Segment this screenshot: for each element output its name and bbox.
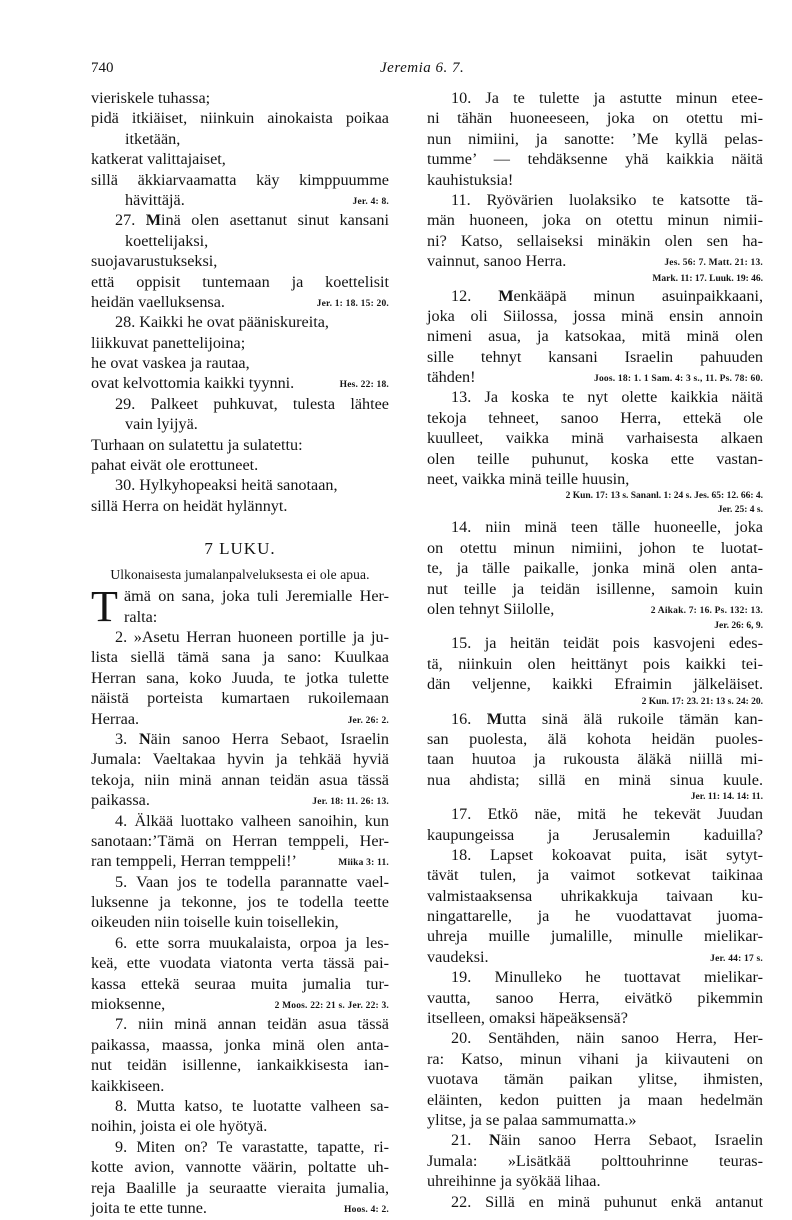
- text-line: [91, 373, 389, 393]
- text-line: uhreja muille jumalille, minulle mielikar-: [427, 927, 763, 946]
- text-line: Herran sana, koko Juuda, te jotka tulette: [91, 668, 389, 687]
- cross-reference: Jer. 4: 8.: [352, 196, 389, 207]
- text-line: 11. Ryövärien luolaksiko te katsotte tä-: [451, 190, 763, 209]
- chapter-title: 7 LUKU.: [204, 539, 276, 559]
- text-line: lista siellä tämä sana ja sano: Kuulkaa: [91, 648, 389, 667]
- text-line: nut teidän isillenne, iankaikkisesta ian-: [91, 1056, 389, 1075]
- text-line: [91, 851, 389, 871]
- text-line: tekoja, niin minä annan teidän asua tässä: [91, 770, 389, 789]
- text-line: [91, 729, 389, 749]
- text-line: näistä porteista kumartaen rukoilemaan: [91, 689, 389, 708]
- right-column: [427, 88, 763, 1212]
- line-text: äin sanoo Herra Sebaot, Israelin: [500, 1131, 764, 1150]
- text-line: 4. Älkää luottako valheen sanoihin, kun: [115, 811, 389, 830]
- cross-reference: Jer. 44: 17 s.: [710, 953, 763, 964]
- text-line: vain lyijyä.: [125, 415, 198, 434]
- line-text: hävittäjä.: [125, 190, 185, 209]
- text-line: sillä Herra on heidät hylännyt.: [91, 496, 288, 515]
- cross-reference: Jes. 56: 7. Matt. 21: 13.: [664, 258, 763, 269]
- text-line: noihin, joista ei ole hyötyä.: [91, 1117, 268, 1136]
- text-line: 7. niin minä annan teidän asua tässä: [115, 1015, 389, 1034]
- verse-number: 21.: [451, 1131, 490, 1150]
- text-line: joka oli Siilossa, jossa minä ensin annoin: [427, 306, 763, 325]
- cross-reference: 2 Kun. 17: 23. 21: 13 s. 24: 20.: [641, 696, 763, 707]
- left-column: [91, 88, 389, 1218]
- page-number: 740: [91, 60, 114, 76]
- text-line: [427, 709, 763, 729]
- text-line: [91, 709, 389, 729]
- text-line: tumme’ — tehdäksenne yhä kaikkia näitä: [427, 150, 763, 169]
- text-line: 13. Ja koska te nyt olette kaikkia näitä: [451, 388, 763, 407]
- line-text: inä olen asettanut sinut kansani: [161, 211, 390, 230]
- text-line: ra: Katso, minun vihani ja kiivauteni on: [427, 1049, 763, 1068]
- text-line: [427, 367, 763, 387]
- text-line: luksenne ja tekonne, jos te todella teette: [91, 893, 389, 912]
- text-line: [427, 947, 763, 967]
- verse-initial: N: [138, 729, 151, 748]
- drop-cap: T: [91, 582, 118, 632]
- line-text: joita te ette tunne.: [91, 1198, 207, 1217]
- text-line: ylitse, ja se palaa sammumatta.»: [427, 1110, 637, 1129]
- text-line: oikeuden niin toiselle kuin toisellekin,: [91, 913, 339, 932]
- text-line: 18. Lapset kokoavat puita, isät sytyt-: [451, 845, 763, 864]
- text-line: [427, 599, 763, 619]
- cross-reference: 2 Aikak. 7: 16. Ps. 132: 13.: [650, 605, 763, 616]
- text-line: itketään,: [125, 129, 181, 148]
- cross-reference: Joos. 18: 1. 1 Sam. 4: 3 s., 11. Ps. 78: 60.: [594, 374, 763, 385]
- cross-reference: 2 Moos. 22: 21 s. Jer. 22: 3.: [274, 1001, 389, 1012]
- text-line: [91, 190, 389, 210]
- text-line: neet, vaikka minä teille huusin,: [427, 470, 630, 489]
- line-text: mioksenne,: [91, 995, 166, 1014]
- text-line: 22. Sillä en minä puhunut enkä antanut: [451, 1192, 763, 1211]
- cross-reference: Hoos. 4: 2.: [344, 1204, 389, 1215]
- text-line: Jumala: »Lisätkää polttouhrinne teuras-: [427, 1151, 763, 1170]
- text-line: he ovat vaskea ja rautaa,: [91, 354, 250, 373]
- text-line: 15. ja heitän teidät pois kasvojeni edes-: [451, 634, 763, 653]
- line-text: vainnut, sanoo Herra.: [427, 252, 567, 271]
- line-text: tähden!: [427, 368, 476, 387]
- text-line: sille tehnyt kansani Israelin pahuuden: [427, 347, 763, 366]
- text-line: 14. niin minä teen tälle huoneelle, joka: [451, 518, 763, 537]
- text-line: keä, ette vuodata viatonta verta tässä pai-: [91, 954, 389, 973]
- text-line: [427, 1130, 763, 1150]
- text-line: 6. ette sorra muukalaista, orpoa ja les-: [115, 933, 389, 952]
- text-line: vautta, sanoo Herra, eivätkö pikemmin: [427, 988, 763, 1007]
- verse-initial: M: [486, 709, 503, 728]
- text-line: sillä äkkiarvaamatta käy kimppuumme: [91, 170, 389, 189]
- text-line: san puolesta, älä kohota heidän puoles-: [427, 729, 763, 748]
- text-line: [91, 292, 389, 312]
- line-text: ran temppeli, Herran temppeli!’: [91, 852, 297, 871]
- text-line: [427, 286, 763, 306]
- text-line: itselleen, omaksi häpeäksensä?: [427, 1009, 628, 1028]
- text-line: [91, 1198, 389, 1218]
- verse-number: 27.: [115, 211, 146, 230]
- text-line: tekoja tehneet, sanoo Herra, ettekä ole: [427, 408, 763, 427]
- text-line: nua ahdista; sillä en minä sinua kuule.: [427, 770, 763, 789]
- cross-reference: Jer. 11: 14. 14: 11.: [690, 792, 763, 803]
- text-line: 30. Hylkyhopeaksi heitä sanotaan,: [115, 476, 338, 495]
- text-line: [91, 210, 389, 230]
- verse-number: 16.: [451, 709, 487, 728]
- text-line: nimeni asua, ja katsokaa, mitä minä olen: [427, 327, 763, 346]
- cross-reference: Jer. 26: 2.: [347, 715, 389, 726]
- cross-reference: Jer. 1: 18. 15: 20.: [316, 298, 389, 309]
- text-line: katkerat valittajaiset,: [91, 150, 226, 169]
- verse-number: 3.: [115, 729, 139, 748]
- cross-reference: Mark. 11: 17. Luuk. 19: 46.: [652, 273, 763, 284]
- text-line: pahat eivät ole erottuneet.: [91, 456, 259, 475]
- text-line: kaikkiseen.: [91, 1076, 165, 1095]
- text-line: 28. Kaikki he ovat pääniskureita,: [115, 313, 329, 332]
- text-line: nun nimiini, ja sanotte: ’Me kyllä pelas-: [427, 129, 763, 148]
- text-line: ni? Katso, sellaiseksi minäkin olen sen ha-: [427, 231, 763, 250]
- text-line: kassa ettekä seuraa muita jumalia tur-: [91, 974, 389, 993]
- text-line: ämä on sana, joka tuli Jeremialle Her-: [124, 587, 389, 606]
- text-line: olen teille puhunut, koska ette vastan-: [427, 449, 763, 468]
- line-text: utta sinä älä rukoile tämän kan-: [502, 709, 763, 728]
- text-line: tä, niinkuin olen heittänyt pois kaikki tei-: [427, 654, 763, 673]
- line-text: ovat kelvottomia kaikki tyynni.: [91, 374, 295, 393]
- opening-paragraph: [91, 582, 389, 632]
- verse-number: 12.: [451, 286, 499, 305]
- text-line: ni tähän huoneeseen, joka on otettu mi-: [427, 109, 763, 128]
- verse-initial: M: [145, 211, 161, 230]
- text-line: tävät tulen, ja vaimot sotkevat taikinaa: [427, 866, 763, 885]
- text-line: paikassa, maassa, jonka minä olen anta-: [91, 1035, 389, 1054]
- text-line: 17. Etkö näe, mitä he tekevät Juudan: [451, 805, 763, 824]
- text-line: pidä itkiäiset, niinkuin ainokaista poikaa: [91, 109, 389, 128]
- text-line: kaupungeissa ja Jerusalemin kaduilla?: [427, 825, 763, 844]
- running-head: Jeremia 6. 7.: [380, 60, 465, 76]
- text-line: 5. Vaan jos te todella parannatte vael-: [115, 872, 389, 891]
- text-line: nut teille ja teidän isillenne, samoin kuin: [427, 579, 763, 598]
- text-line: vuotava tämän paikan ylitse, ihmisten,: [427, 1070, 763, 1089]
- line-text: äin sanoo Herra Sebaot, Israelin: [150, 729, 389, 748]
- text-line: uhreihinne ja syökää lihaa.: [427, 1172, 601, 1191]
- text-line: taan huutoa ja rukousta äläkä niillä mi-: [427, 750, 763, 769]
- text-line: kuulleet, vaikka minä varhaisesta alkaen: [427, 429, 763, 448]
- text-line: ningattarelle, ja he vuodattavat juoma-: [427, 907, 763, 926]
- line-text: heidän vaelluksensa.: [91, 292, 225, 311]
- text-line: vieriskele tuhassa;: [91, 89, 211, 107]
- line-text: vaudeksi.: [427, 947, 489, 966]
- text-line: män huoneen, joka on otettu minun nimii-: [427, 211, 763, 230]
- line-text: paikassa.: [91, 791, 150, 810]
- page-header: [0, 60, 792, 82]
- text-line: [91, 994, 389, 1014]
- cross-reference: Jer. 18: 11. 26: 13.: [312, 797, 389, 808]
- text-line: Jumala: Vaeltakaa hyvin ja tehkää hyviä: [91, 750, 389, 769]
- text-line: 10. Ja te tulette ja astutte minun etee-: [451, 89, 763, 107]
- text-line: 20. Sentähden, näin sanoo Herra, Her-: [451, 1029, 763, 1048]
- text-line: kauhistuksia!: [427, 170, 514, 189]
- text-line: 9. Miten on? Te varastatte, tapatte, ri-: [115, 1137, 389, 1156]
- cross-reference: Jer. 26: 6, 9.: [714, 621, 763, 632]
- line-text: Herraa.: [91, 709, 140, 728]
- text-line: ralta:: [124, 607, 158, 626]
- text-line: 8. Mutta katso, te luotatte valheen sa-: [115, 1096, 389, 1115]
- text-line: sanotaan:’Tämä on Herran temppeli, Her-: [91, 831, 389, 850]
- text-line: [91, 790, 389, 810]
- text-line: dän veljenne, kaikki Efraimin jälkeläiset.: [427, 675, 763, 694]
- text-line: 29. Palkeet puhkuvat, tulesta lähtee: [115, 394, 389, 413]
- text-line: kotte avion, vannotte väärin, poltatte uh-: [91, 1158, 389, 1177]
- text-line: [427, 251, 763, 271]
- cross-reference: Jer. 25: 4 s.: [717, 505, 763, 516]
- text-line: 2. »Asetu Herran huoneen portille ja ju-: [115, 627, 389, 646]
- text-line: suojavarustukseksi,: [91, 252, 218, 271]
- text-line: Turhaan on sulatettu ja sulatettu:: [91, 435, 303, 454]
- text-line: 19. Minulleko he tuottavat mielikar-: [451, 968, 763, 987]
- text-line: koettelijaksi,: [125, 231, 209, 250]
- text-line: valmistaaksensa uhrikakkuja taivaan ku-: [427, 886, 763, 905]
- line-text: olen tehnyt Siilolle,: [427, 599, 555, 618]
- verse-initial: M: [498, 286, 514, 305]
- cross-reference: Miika 3: 11.: [338, 858, 389, 869]
- text-line: liikkuvat panettelijoina;: [91, 333, 246, 352]
- text-line: on otettu minun nimiini, johon te luotat-: [427, 538, 763, 557]
- cross-reference: Hes. 22: 18.: [339, 380, 389, 391]
- verse-initial: N: [489, 1131, 501, 1150]
- chapter-subtitle: Ulkonaisesta jumalanpalveluksesta ei ole apua.: [110, 567, 370, 583]
- text-line: reja Baalille ja seuraatte vieraita jumalia,: [91, 1178, 389, 1197]
- cross-reference: 2 Kun. 17: 13 s. Sananl. 1: 24 s. Jes. 65: 12. 66: 4.: [565, 491, 763, 502]
- text-line: te, ja tälle paikalle, jonka minä olen anta-: [427, 559, 763, 578]
- text-line: eläinten, kedon puitten ja maan hedelmän: [427, 1090, 763, 1109]
- line-text: enkääpä minun asuinpaikkaani,: [513, 286, 763, 305]
- text-line: että oppisit tuntemaan ja koettelisit: [91, 272, 389, 291]
